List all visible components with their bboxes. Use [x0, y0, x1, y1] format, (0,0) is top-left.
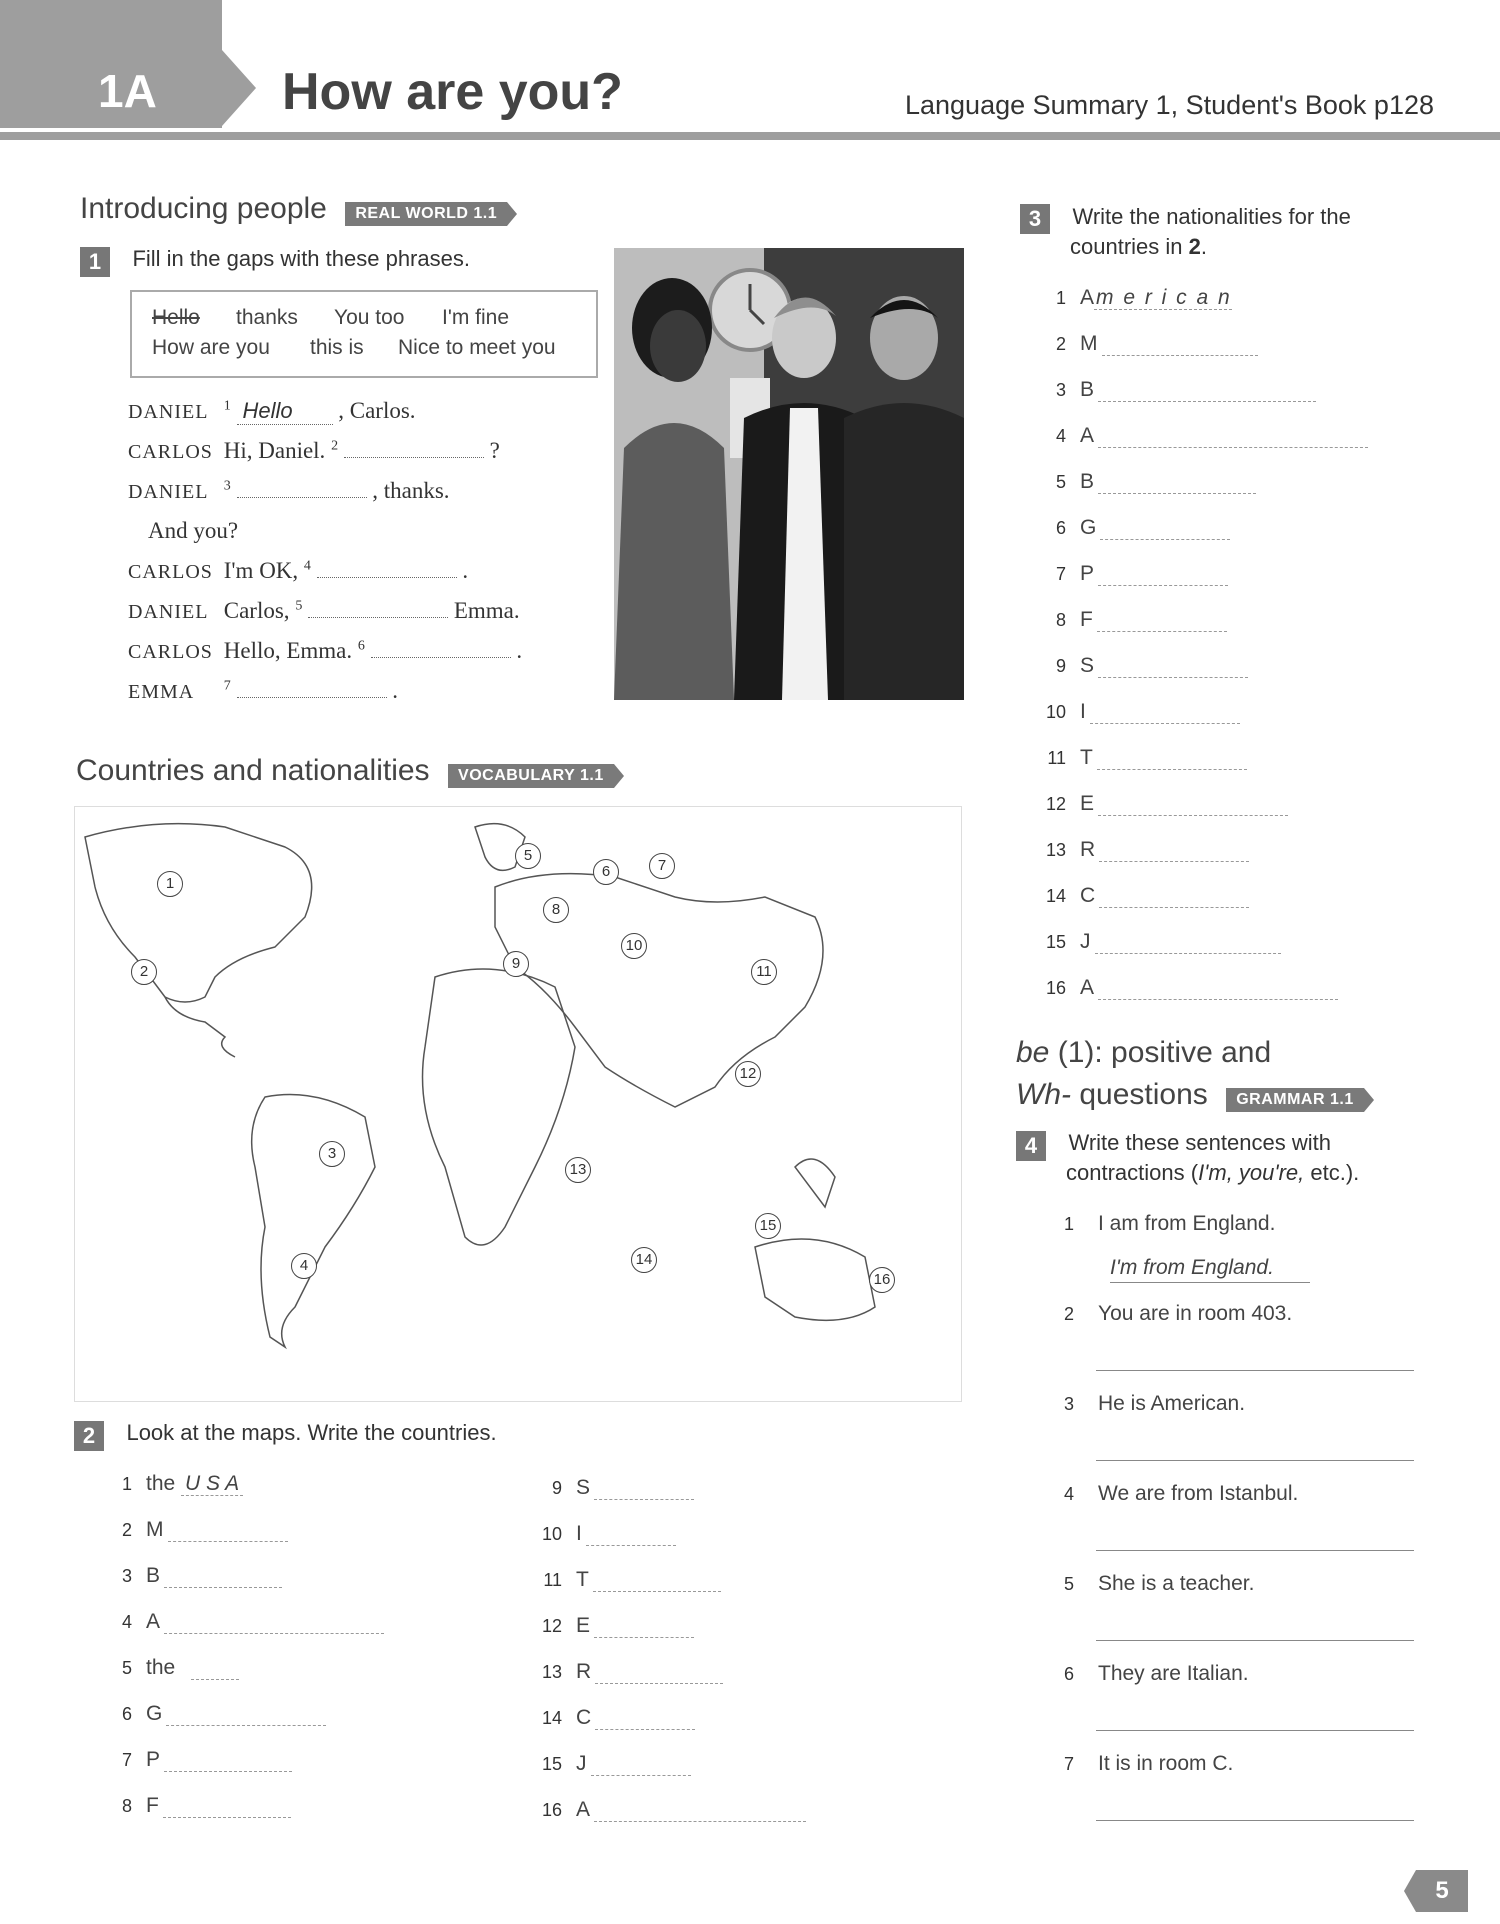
first-letter: I — [1080, 700, 1086, 723]
map-marker-3: 3 — [319, 1141, 345, 1167]
gap-number: 1 — [223, 398, 231, 414]
exercise-instruction-line2: contractions (I'm, you're, etc.). — [1066, 1160, 1360, 1185]
map-marker-5: 5 — [515, 843, 541, 869]
dialogue-text: , thanks. — [372, 478, 450, 503]
answer-blank[interactable] — [164, 1619, 384, 1634]
first-letter: B — [146, 1564, 161, 1587]
answer-blank[interactable] — [191, 1665, 239, 1680]
speaker-name: CARLOS — [128, 441, 213, 463]
answer-blank[interactable] — [164, 1757, 292, 1772]
answer-blank[interactable] — [595, 1715, 695, 1730]
country-item: 14 C — [530, 1706, 695, 1730]
dialogue-text: Hi, Daniel. — [223, 438, 326, 463]
unit-tab-arrow — [222, 50, 256, 126]
map-marker-6: 6 — [593, 859, 619, 885]
exercise-1-heading — [80, 246, 470, 277]
first-letter: E — [576, 1614, 591, 1637]
speaker-name: CARLOS — [128, 561, 213, 583]
phrase-item: this is — [310, 336, 364, 359]
dialogue-text: Emma. — [453, 598, 520, 623]
speaker-name: EMMA — [128, 681, 195, 703]
world-map-outline — [75, 807, 961, 1401]
first-letter: E — [1080, 792, 1095, 815]
map-marker-8: 8 — [543, 897, 569, 923]
first-letter: S — [1080, 654, 1095, 677]
answer[interactable]: U S A — [181, 1472, 243, 1496]
prefix: the — [146, 1656, 176, 1679]
unit-label: 1A — [98, 65, 157, 117]
first-letter: I — [576, 1522, 582, 1545]
gap-answer[interactable] — [344, 457, 484, 458]
exercise-2-heading — [74, 1420, 497, 1451]
first-letter: T — [576, 1568, 589, 1591]
dialogue-line — [128, 438, 500, 464]
speaker-name: DANIEL — [128, 401, 209, 423]
map-marker-9: 9 — [503, 951, 529, 977]
country-item: 11 T — [530, 1568, 721, 1592]
answer-blank[interactable] — [1099, 893, 1249, 908]
answer-line[interactable] — [1096, 1640, 1414, 1641]
section-title: Introducing people — [80, 192, 327, 225]
answer-blank[interactable] — [594, 1485, 694, 1500]
first-letter: G — [146, 1702, 163, 1725]
page-title: How are you? — [282, 63, 623, 121]
first-letter: F — [1080, 608, 1093, 631]
first-letter: J — [1080, 930, 1091, 953]
first-letter: B — [1080, 378, 1095, 401]
dialogue-text: . — [392, 678, 398, 703]
answer-blank[interactable] — [595, 1669, 723, 1684]
country-item: 2 M — [100, 1518, 288, 1542]
country-item: 6 G — [100, 1702, 326, 1726]
gap-number: 6 — [357, 638, 365, 654]
answer-blank[interactable] — [1098, 985, 1338, 1000]
sentence-item: 5 She is a teacher. — [1064, 1572, 1255, 1595]
map-marker-12: 12 — [735, 1061, 761, 1087]
exercise-instruction: Write the nationalities for the — [1072, 204, 1351, 229]
answer-blank[interactable] — [593, 1577, 721, 1592]
country-item: 12 E — [530, 1614, 694, 1638]
vocabulary-tag: VOCABULARY 1.1 — [448, 764, 614, 788]
speaker-name: DANIEL — [128, 601, 209, 623]
country-item: 16 A — [530, 1798, 806, 1822]
exercise-instruction: Look at the maps. Write the countries. — [126, 1420, 497, 1445]
dialogue-text: I'm OK, — [223, 558, 299, 583]
section-countries-nationalities — [76, 754, 614, 788]
exercise-number: 4 — [1016, 1131, 1046, 1161]
nationality-item: 1 Am e r i c a n — [1055, 286, 1232, 309]
gap-answer[interactable] — [237, 697, 387, 698]
nationality-item: 12 E — [1034, 792, 1288, 816]
answer-blank[interactable] — [163, 1803, 291, 1818]
dialogue-text: . — [516, 638, 523, 663]
dialogue-line — [128, 638, 522, 664]
answer-blank[interactable] — [1097, 755, 1247, 770]
grammar-section-title-line2: Wh- questions GRAMMAR 1.1 — [1016, 1078, 1364, 1112]
nationality-item: 11 T — [1034, 746, 1247, 770]
nationality-item: 8 F — [1034, 608, 1227, 632]
answer-blank[interactable] — [1098, 433, 1368, 448]
first-letter: C — [1080, 884, 1096, 907]
country-item: 7 P — [100, 1748, 292, 1772]
country-item: 1 the U S A — [100, 1472, 243, 1496]
answer-line[interactable] — [1096, 1370, 1414, 1371]
nationality-item: 9 S — [1034, 654, 1248, 678]
gap-answer[interactable] — [237, 497, 367, 498]
answer-line[interactable] — [1096, 1460, 1414, 1461]
answer-blank[interactable] — [1098, 663, 1248, 678]
exercise-number: 2 — [74, 1421, 104, 1451]
answer-blank[interactable] — [1102, 341, 1258, 356]
sentence-item: 4 We are from Istanbul. — [1064, 1482, 1299, 1505]
phrase-item: Nice to meet you — [398, 336, 556, 359]
gap-number: 3 — [223, 478, 231, 494]
dialogue-text: Carlos, — [223, 598, 290, 623]
phrase-item: You too — [334, 306, 405, 329]
first-letter: A — [146, 1610, 161, 1633]
speaker-name: CARLOS — [128, 641, 213, 663]
first-letter: B — [1080, 470, 1095, 493]
phrase-item: I'm fine — [442, 306, 510, 329]
language-summary-reference: Language Summary 1, Student's Book p128 — [904, 90, 1434, 120]
dialogue-line — [128, 558, 468, 584]
first-letter: A — [1080, 976, 1095, 999]
answer[interactable]: m e r i c a n — [1096, 286, 1232, 309]
sentence-item: 2 You are in room 403. — [1064, 1302, 1293, 1325]
answer-blank[interactable] — [168, 1527, 288, 1542]
country-item: 4 A — [100, 1610, 384, 1634]
exercise-number: 3 — [1020, 204, 1050, 234]
map-marker-16: 16 — [869, 1267, 895, 1293]
answer-blank[interactable] — [1098, 571, 1228, 586]
answer-blank[interactable] — [594, 1807, 806, 1822]
map-marker-7: 7 — [649, 853, 675, 879]
nationality-item: 14 C — [1034, 884, 1249, 908]
first-letter: T — [1080, 746, 1093, 769]
real-world-tag: REAL WORLD 1.1 — [345, 202, 507, 226]
answer-blank[interactable] — [1098, 387, 1316, 402]
phrase-item: Hello — [152, 306, 200, 329]
country-item: 10 I — [530, 1522, 676, 1546]
map-marker-13: 13 — [565, 1157, 591, 1183]
header-rule — [0, 132, 1500, 140]
exercise-instruction: Fill in the gaps with these phrases. — [132, 246, 470, 271]
phrase-item: How are you — [152, 336, 270, 359]
exercise-3-heading — [1020, 204, 1460, 234]
country-item: 5 the — [100, 1656, 239, 1680]
speaker-name: DANIEL — [128, 481, 209, 503]
first-letter: M — [146, 1518, 164, 1541]
first-letter: S — [576, 1476, 591, 1499]
exercise-4-heading — [1016, 1130, 1331, 1161]
map-marker-10: 10 — [621, 933, 647, 959]
nationality-item: 15 J — [1034, 930, 1281, 954]
nationality-item: 7 P — [1034, 562, 1228, 586]
nationality-item: 3 B — [1034, 378, 1316, 402]
exercise-number: 1 — [80, 247, 110, 277]
gap-number: 7 — [223, 678, 231, 694]
dialogue-text: And you? — [148, 518, 239, 543]
first-letter: A — [1080, 286, 1095, 309]
answer-line[interactable] — [1096, 1730, 1414, 1731]
answer-blank[interactable] — [594, 1623, 694, 1638]
nationality-item: 5 B — [1034, 470, 1256, 494]
answer-blank[interactable] — [1090, 709, 1240, 724]
dialogue-line — [128, 598, 520, 624]
country-item: 13 R — [530, 1660, 723, 1684]
people-photo — [614, 248, 964, 700]
answer-blank[interactable] — [1097, 617, 1227, 632]
phrase-box — [130, 290, 598, 378]
nationality-item: 4 A — [1034, 424, 1368, 448]
first-letter: R — [576, 1660, 592, 1683]
sentence-answer[interactable]: I'm from England. — [1110, 1256, 1310, 1283]
country-item: 8 F — [100, 1794, 291, 1818]
answer-line[interactable] — [1096, 1550, 1414, 1551]
map-marker-14: 14 — [631, 1247, 657, 1273]
sentence-item: 1 I am from England. — [1064, 1212, 1276, 1235]
first-letter: G — [1080, 516, 1097, 539]
people-photo-illustration — [614, 248, 964, 700]
first-letter: M — [1080, 332, 1098, 355]
answer-blank[interactable] — [586, 1531, 676, 1546]
answer-blank[interactable] — [1099, 847, 1249, 862]
first-letter: J — [576, 1752, 587, 1775]
first-letter: C — [576, 1706, 592, 1729]
gap-answer[interactable]: Hello — [237, 398, 333, 425]
map-marker-2: 2 — [131, 959, 157, 985]
country-item: 3 B — [100, 1564, 282, 1588]
answer-blank[interactable] — [1098, 479, 1256, 494]
dialogue-line — [148, 518, 238, 544]
answer-blank[interactable] — [591, 1761, 691, 1776]
map-marker-1: 1 — [157, 871, 183, 897]
answer-line[interactable] — [1096, 1820, 1414, 1821]
exercise-instruction-line2: countries in 2. — [1070, 234, 1208, 259]
first-letter: R — [1080, 838, 1096, 861]
country-item: 15 J — [530, 1752, 691, 1776]
sentence-item: 7 It is in room C. — [1064, 1752, 1234, 1775]
nationality-item: 2 M — [1034, 332, 1258, 356]
dialogue-line — [128, 678, 398, 704]
first-letter: A — [1080, 424, 1095, 447]
answer-blank[interactable] — [164, 1573, 282, 1588]
phrase-item: thanks — [236, 306, 298, 329]
dialogue-line — [128, 398, 416, 425]
answer-blank[interactable] — [1098, 801, 1288, 816]
sentence-item: 6 They are Italian. — [1064, 1662, 1249, 1685]
nationality-item: 10 I — [1034, 700, 1240, 724]
gap-answer[interactable] — [308, 617, 448, 618]
answer-blank[interactable] — [166, 1711, 326, 1726]
gap-answer[interactable] — [371, 657, 511, 658]
map-marker-4: 4 — [291, 1253, 317, 1279]
first-letter: P — [146, 1748, 161, 1771]
gap-number: 4 — [303, 558, 311, 574]
page-number: 5 — [1416, 1870, 1468, 1912]
nationality-item: 13 R — [1034, 838, 1249, 862]
section-introducing-people — [80, 192, 507, 226]
prefix: the — [146, 1472, 176, 1495]
gap-number: 2 — [331, 438, 339, 454]
nationality-item: 6 G — [1034, 516, 1230, 540]
map-marker-15: 15 — [755, 1213, 781, 1239]
dialogue-text: Hello, Emma. — [223, 638, 353, 663]
dialogue-line — [128, 478, 450, 504]
map-marker-11: 11 — [751, 959, 777, 985]
answer-blank[interactable] — [1095, 939, 1281, 954]
section-title: Countries and nationalities — [76, 754, 430, 787]
answer-blank[interactable] — [1100, 525, 1230, 540]
exercise-instruction: Write these sentences with — [1068, 1130, 1331, 1155]
dialogue-text: ? — [489, 438, 500, 463]
world-map — [74, 806, 962, 1402]
grammar-tag: GRAMMAR 1.1 — [1226, 1088, 1364, 1112]
sentence-item: 3 He is American. — [1064, 1392, 1246, 1415]
first-letter: A — [576, 1798, 591, 1821]
grammar-section-title-line1: be (1): positive and — [1016, 1036, 1272, 1069]
first-letter: P — [1080, 562, 1095, 585]
gap-number: 5 — [295, 598, 303, 614]
nationality-item: 16 A — [1034, 976, 1338, 1000]
dialogue-text: . — [462, 558, 469, 583]
gap-answer[interactable] — [317, 577, 457, 578]
first-letter: F — [146, 1794, 159, 1817]
country-item: 9 S — [530, 1476, 694, 1500]
dialogue-text: , Carlos. — [338, 398, 416, 423]
